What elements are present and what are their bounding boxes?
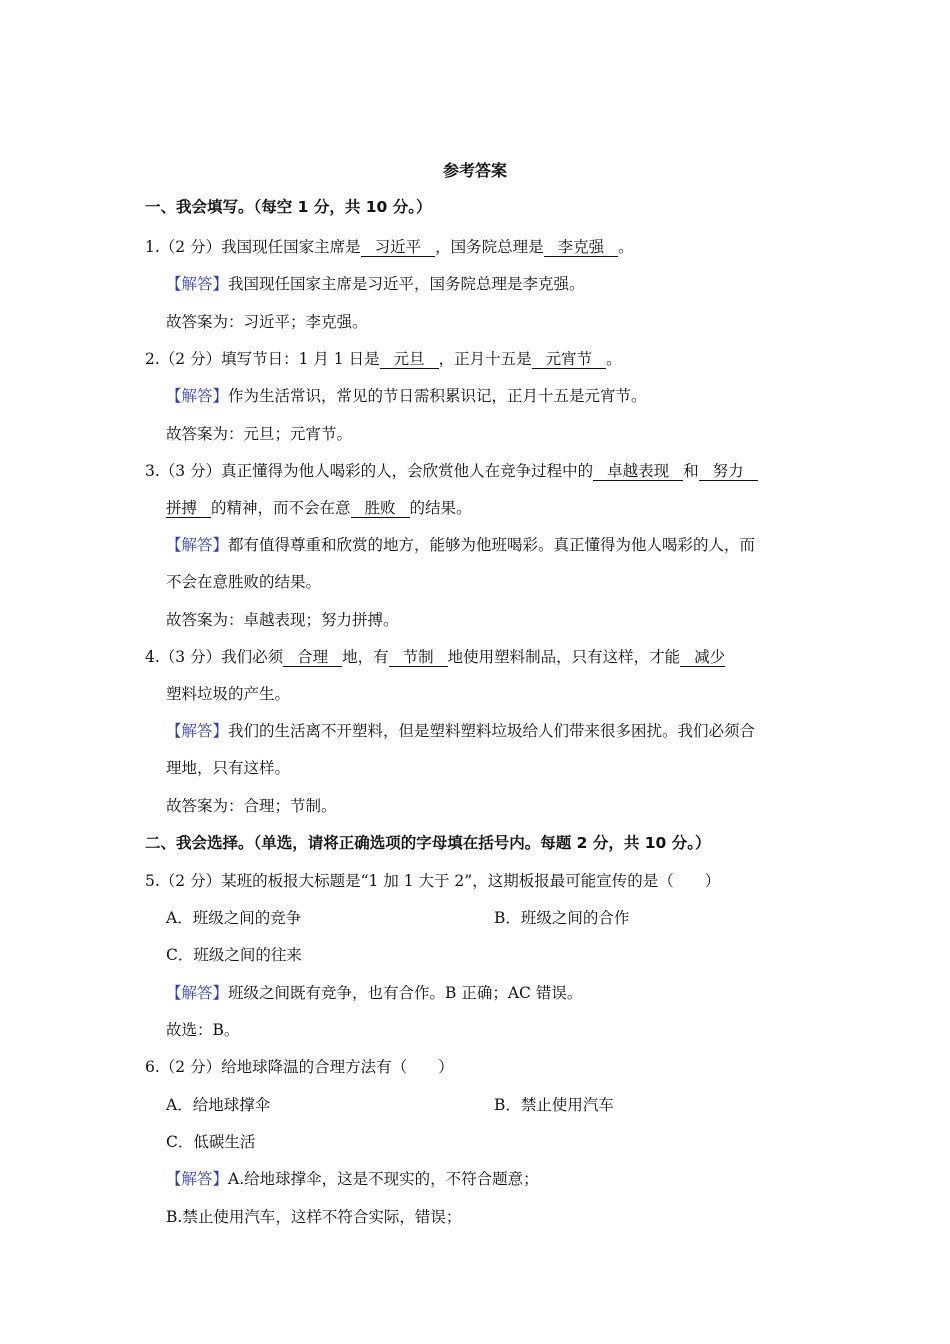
option-c: C．班级之间的往来 — [166, 946, 302, 964]
answer-blank: 节制 — [389, 648, 448, 667]
answer-blank: 卓越表现 — [593, 462, 683, 481]
explanation-3: 【解答】都有值得尊重和欣赏的地方，能够为他班喝彩。真正懂得为他人喝彩的人，而 — [166, 536, 756, 554]
option-b: B．禁止使用汽车 — [494, 1096, 614, 1114]
option-c: C．低碳生活 — [166, 1133, 256, 1151]
explanation-label: 【解答】 — [166, 984, 229, 1002]
page-title: 参考答案 — [442, 161, 507, 180]
answer-blank: 减少 — [680, 648, 725, 667]
question-5: 5.（2 分）某班的板报大标题是“1 加 1 大于 2”，这期板报最可能宣传的是（ ） — [145, 872, 721, 890]
explanation-2: 【解答】作为生活常识，常见的节日需积累识记，正月十五是元宵节。 — [166, 387, 647, 405]
question-4-cont: 塑料垃圾的产生。 — [166, 685, 291, 703]
section-heading-2: 二、我会选择。（单选，请将正确选项的字母填在括号内。每题 2 分，共 10 分。） — [145, 834, 711, 852]
answer-3: 故答案为：卓越表现；努力拼搏。 — [166, 611, 399, 629]
answer-blank: 李克强 — [544, 238, 619, 257]
explanation-6: 【解答】A.给地球撑伞，这是不现实的，不符合题意； — [166, 1170, 539, 1188]
question-6: 6.（2 分）给地球降温的合理方法有（ ） — [145, 1058, 454, 1076]
explanation-5: 【解答】班级之间既有竞争，也有合作。B 正确；AC 错误。 — [166, 984, 583, 1002]
question-4: 4.（3 分）我们必须 合理 地，有 节制 地使用塑料制品，只有这样，才能 减少 — [145, 648, 726, 666]
option-b: B．班级之间的合作 — [494, 909, 630, 927]
option-a: A．给地球撑伞 — [166, 1096, 271, 1114]
option-a: A．班级之间的竞争 — [166, 909, 302, 927]
explanation-3-cont: 不会在意胜败的结果。 — [166, 573, 322, 591]
answer-blank: 合理 — [283, 648, 342, 667]
question-2: 2.（2 分）填写节日：1 月 1 日是 元旦 ，正月十五是 元宵节 。 — [145, 350, 622, 368]
answer-4: 故答案为：合理；节制。 — [166, 797, 337, 815]
answer-blank: 元旦 — [380, 350, 439, 369]
answer-5: 故选：B。 — [166, 1021, 240, 1039]
answer-blank: 习近平 — [361, 238, 436, 257]
answer-blank: 努力 — [699, 462, 758, 481]
answer-1: 故答案为：习近平；李克强。 — [166, 313, 368, 331]
question-1: 1.（2 分）我国现任国家主席是 习近平 ，国务院总理是 李克强 。 — [145, 238, 634, 256]
answer-blank: 元宵节 — [532, 350, 607, 369]
question-3: 3.（3 分）真正懂得为他人喝彩的人，会欣赏他人在竞争过程中的 卓越表现 和 努力 — [145, 461, 810, 481]
explanation-1: 【解答】我国现任国家主席是习近平，国务院总理是李克强。 — [166, 275, 585, 293]
explanation-label: 【解答】 — [166, 387, 229, 405]
answer-blank: 胜败 — [351, 499, 410, 518]
answer-2: 故答案为：元旦；元宵节。 — [166, 425, 353, 443]
answer-blank: 拼搏 — [166, 499, 211, 518]
explanation-4: 【解答】我们的生活离不开塑料，但是塑料塑料垃圾给人们带来很多困扰。我们必须合 — [166, 722, 756, 740]
explanation-label: 【解答】 — [166, 275, 229, 293]
explanation-label: 【解答】 — [166, 722, 229, 740]
section-heading-1: 一、我会填写。（每空 1 分，共 10 分。） — [145, 198, 432, 216]
explanation-label: 【解答】 — [166, 1170, 229, 1188]
explanation-6-cont: B.禁止使用汽车，这样不符合实际，错误； — [166, 1208, 462, 1226]
explanation-label: 【解答】 — [166, 536, 229, 554]
explanation-4-cont: 理地，只有这样。 — [166, 759, 291, 777]
question-3-cont: 拼搏 的精神，而不会在意 胜败 的结果。 — [166, 499, 472, 517]
